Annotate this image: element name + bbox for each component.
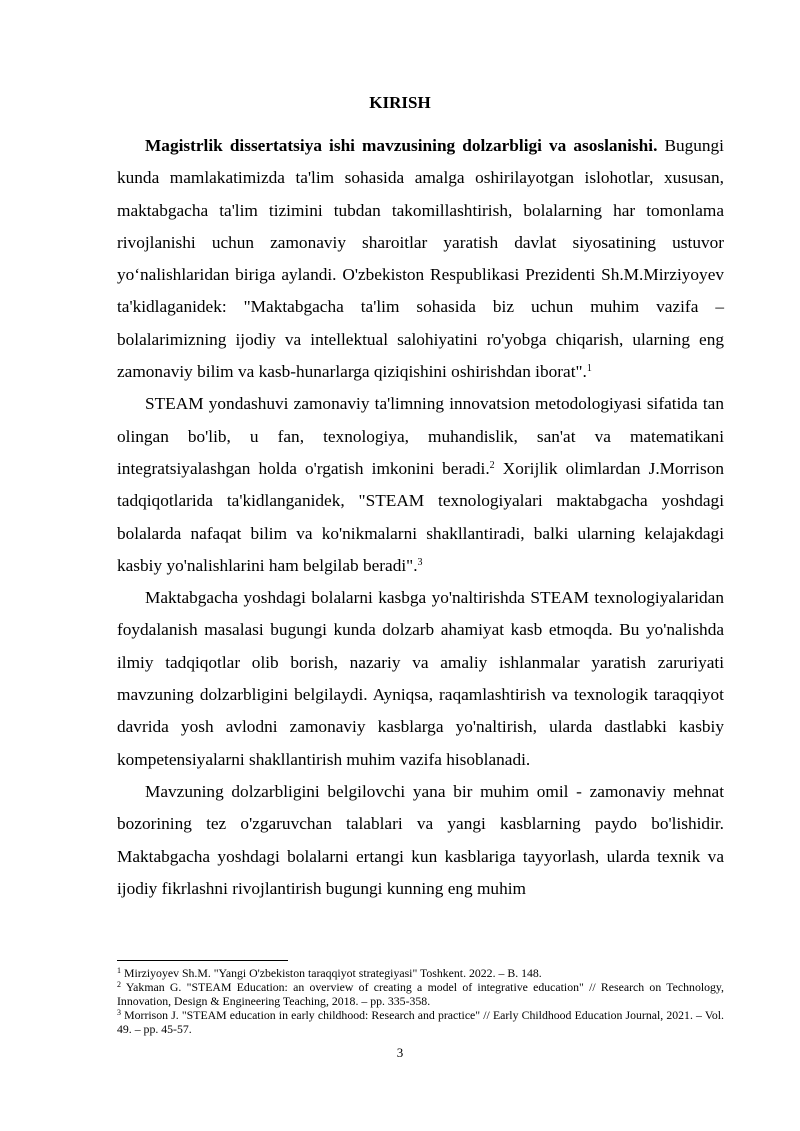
footnote-1 bbox=[117, 966, 724, 980]
footnote-number: 3 bbox=[117, 1008, 121, 1017]
footnote-3 bbox=[117, 1008, 724, 1036]
footnote-ref: 2 bbox=[489, 459, 495, 471]
footnote-number: 1 bbox=[117, 966, 121, 975]
footnote-ref: 1 bbox=[586, 363, 592, 375]
footnote-text: Morrison J. "STEAM education in early childhood: Research and practice" // Early Childhood Education Journal, 2021. – Vol. 49. – pp. 45-57. bbox=[117, 1008, 724, 1036]
footnote-text: Yakman G. "STEAM Education: an overview of creating a model of integrative education" // Research on Technology, Innovation, Design & Engineering Teaching, 2018. – pp. 335-358. bbox=[117, 980, 725, 1008]
paragraph-3: Maktabgacha yoshdagi bolalarni kasbga yo'naltirishda STEAM texnologiyalaridan foydalanish masalasi bugungi kunda dolzarb ahamiyat kasb etmoqda. Bu yo'nalishda ilmiy tadqiqotlar olib borish, nazariy va amaliy ishlanmalar yaratish zaruriyati mavzuning dolzarbligini belgilaydi. Ayniqsa, raqamlashtirish va texnologik taraqqiyot davrida yosh avlodni zamonaviy kasblarga yo'naltirish, ularda dastlabki kasbiy kompetensiyalarni shakllantirish muhim vazifa hisoblanadi. bbox=[117, 588, 724, 769]
page-number: 3 bbox=[396, 1045, 404, 1060]
paragraph-text: Xorijlik olimlardan J.Morrison tadqiqotlarida ta'kidlanganidek, "STEAM texnologiyalari maktabgacha yoshdagi bolalarda nafaqat bilim va ko'nikmalarni shakllantiradi, balki ularning kelajakdagi kasbiy yo'nalishlarini ham belgilab beradi". bbox=[117, 458, 724, 575]
paragraph-lead: Magistrlik dissertatsiya ishi mavzusining dolzarbligi va asoslanishi. bbox=[145, 136, 658, 155]
section-heading: KIRISH bbox=[369, 93, 431, 112]
paragraph-1 bbox=[117, 130, 724, 388]
paragraph-text: Bugungi kunda mamlakatimizda ta'lim sohasida amalga oshirilayotgan islohotlar, xususan, maktabgacha ta'lim tizimini tubdan takomillashtirish, bolalarning har tomonlama rivojlanishi uchun zamonaviy sharoitlar yaratish davlat siyosatining ustuvor yo‘nalishlaridan biriga aylandi. O'zbekiston Respublikasi Prezidenti Sh.M.Mirziyoyev ta'kidlaganidek: "Maktabgacha ta'lim sohasida biz uchun muhim vazifa – bolalarimizning ijodiy va intellektual salohiyatini ro'yobga chiqarish, ularning eng zamonaviy bilim va kasb-hunarlarga qiziqishini oshirishdan iborat". bbox=[117, 136, 724, 382]
paragraph-text: STEAM yondashuvi zamonaviy ta'limning innovatsion metodologiyasi sifatida tan olingan bo'lib, u fan, texnologiya, muhandislik, san'at va matematikani integratsiyalashgan holda o'rgatish imkonini beradi. bbox=[117, 394, 724, 478]
footnote-number: 2 bbox=[117, 980, 121, 989]
footnotes bbox=[117, 966, 724, 1036]
footnote-separator bbox=[117, 960, 288, 961]
footnote-text: Mirziyoyev Sh.M. "Yangi O'zbekiston taraqqiyot strategiyasi" Toshkent. 2022. – B. 148. bbox=[123, 966, 542, 980]
paragraph-2 bbox=[117, 388, 724, 582]
body-text bbox=[117, 130, 724, 905]
paragraph-4: Mavzuning dolzarbligini belgilovchi yana bir muhim omil - zamonaviy mehnat bozorining tez o'zgaruvchan talablari va yangi kasblarning paydo bo'lishidir. Maktabgacha yoshdagi bolalarni ertangi kun kasblariga tayyorlash, ularda texnik va ijodiy fikrlashni rivojlantirish bugungi kunning eng muhim bbox=[117, 781, 724, 898]
footnote-2 bbox=[117, 980, 724, 1008]
footnote-ref: 3 bbox=[417, 556, 423, 568]
